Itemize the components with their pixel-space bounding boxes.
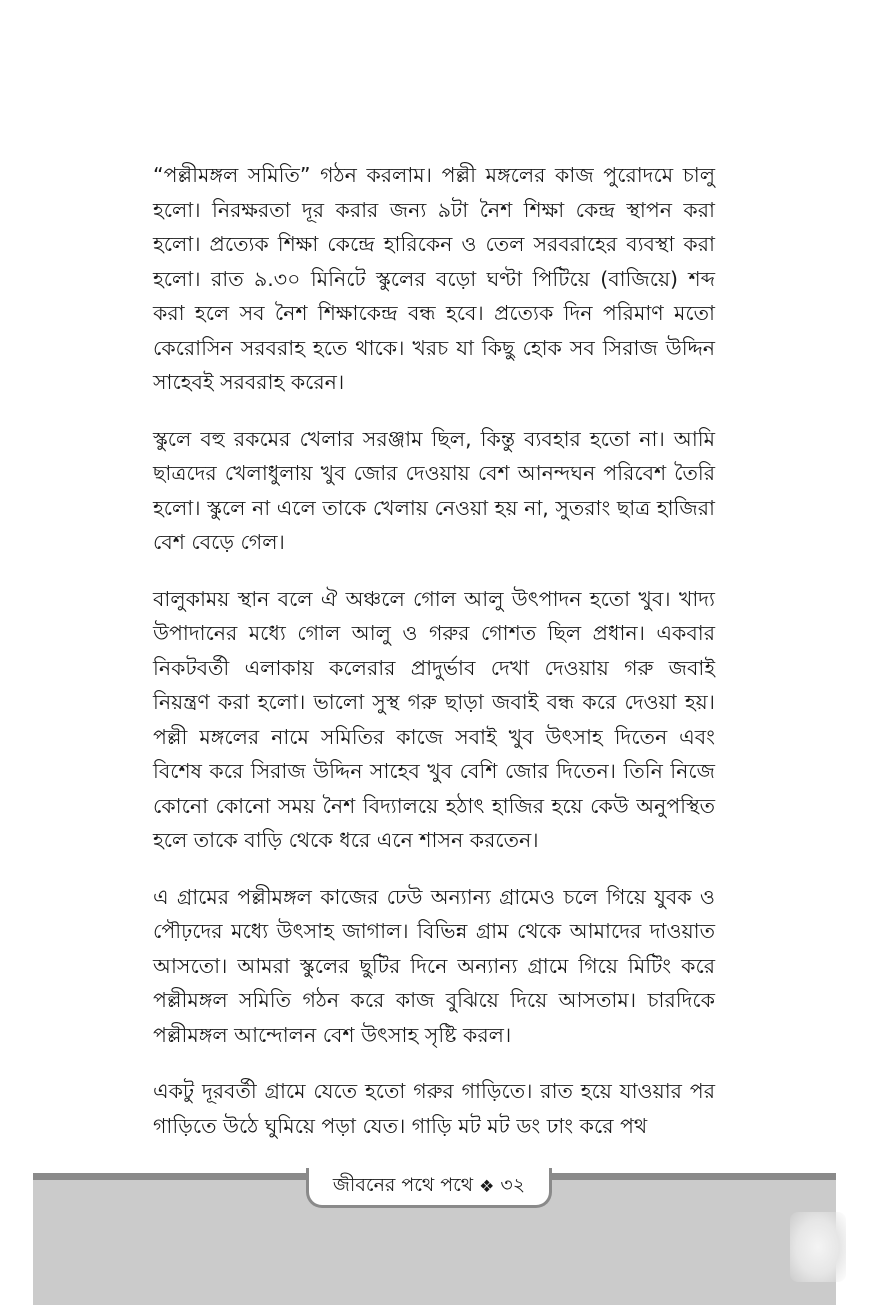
running-footer <box>306 1168 552 1208</box>
page-body <box>153 158 715 1165</box>
paragraph-1: “পল্লীমঙ্গল সমিতি” গঠন করলাম। পল্লী মঙ্গলের কাজ পুরোদমে চালু হলো। নিরক্ষরতা দূর করার জন্য ৯টা নৈশ শিক্ষা কেন্দ্র স্থাপন করা হলো। প্রত্যেক শিক্ষা কেন্দ্রে হারিকেন ও তেল সরবরাহের ব্যবস্থা করা হলো। রাত ৯.৩০ মিনিটে স্কুলের বড়ো ঘণ্টা পিটিয়ে (বাজিয়ে) শব্দ করা হলে সব নৈশ শিক্ষাকেন্দ্র বন্ধ হবে। প্রত্যেক দিন পরিমাণ মতো কেরোসিন সরবরাহ হতে থাকে। খরচ যা কিছু হোক সব সিরাজ উদ্দিন সাহেবই সরবরাহ করেন। <box>153 163 715 394</box>
diamond-ornament-icon: ❖ <box>479 1176 495 1197</box>
paragraph-3: বালুকাময় স্থান বলে ঐ অঞ্চলে গোল আলু উৎপাদন হতো খুব। খাদ্য উপাদানের মধ্যে গোল আলু ও গরুর গোশত ছিল প্রধান। একবার নিকটবর্তী এলাকায় কলেরার প্রাদুর্ভাব দেখা দেওয়ায় গরু জবাই নিয়ন্ত্রণ করা হলো। ভালো সুস্থ গরু ছাড়া জবাই বন্ধ করে দেওয়া হয়। পল্লী মঙ্গলের নামে সমিতির কাজে সবাই খুব উৎসাহ দিতেন এবং বিশেষ করে সিরাজ উদ্দিন সাহেব খুব বেশি জোর দিতেন। তিনি নিজে কোনো কোনো সময় নৈশ বিদ্যালয়ে হঠাৎ হাজির হয়ে কেউ অনুপস্থিত হলে তাকে বাড়ি থেকে ধরে এনে শাসন করতেন। <box>153 586 715 852</box>
paragraph-5: একটু দূরবর্তী গ্রামে যেতে হতো গরুর গাড়িতে। রাত হয়ে যাওয়ার পর গাড়িতে উঠে ঘুমিয়ে পড়া যেত। গাড়ি মট মট ডং ঢাং করে পথ <box>153 1079 715 1138</box>
paragraph-2: স্কুলে বহু রকমের খেলার সরঞ্জাম ছিল, কিন্তু ব্যবহার হতো না। আমি ছাত্রদের খেলাধুলায় খুব জোর দেওয়ায় বেশ আনন্দঘন পরিবেশ তৈরি হলো। স্কুলে না এলে তাকে খেলায় নেওয়া হয় না, সুতরাং ছাত্র হাজিরা বেশ বেড়ে গেল। <box>153 426 715 554</box>
scan-smudge <box>790 1212 846 1282</box>
page-number: ৩২ <box>500 1173 526 1196</box>
book-title: জীবনের পথে পথে <box>332 1173 474 1196</box>
paragraph-4: এ গ্রামের পল্লীমঙ্গল কাজের ঢেউ অন্যান্য গ্রামেও চলে গিয়ে যুবক ও পৌঢ়দের মধ্যে উৎসাহ জাগাল। বিভিন্ন গ্রাম থেকে আমাদের দাওয়াত আসতো। আমরা স্কুলের ছুটির দিনে অন্যান্য গ্রামে গিয়ে মিটিং করে পল্লীমঙ্গল সমিতি গঠন করে কাজ বুঝিয়ে দিয়ে আসতাম। চারদিকে পল্লীমঙ্গল আন্দোলন বেশ উৎসাহ সৃষ্টি করল। <box>153 884 715 1047</box>
